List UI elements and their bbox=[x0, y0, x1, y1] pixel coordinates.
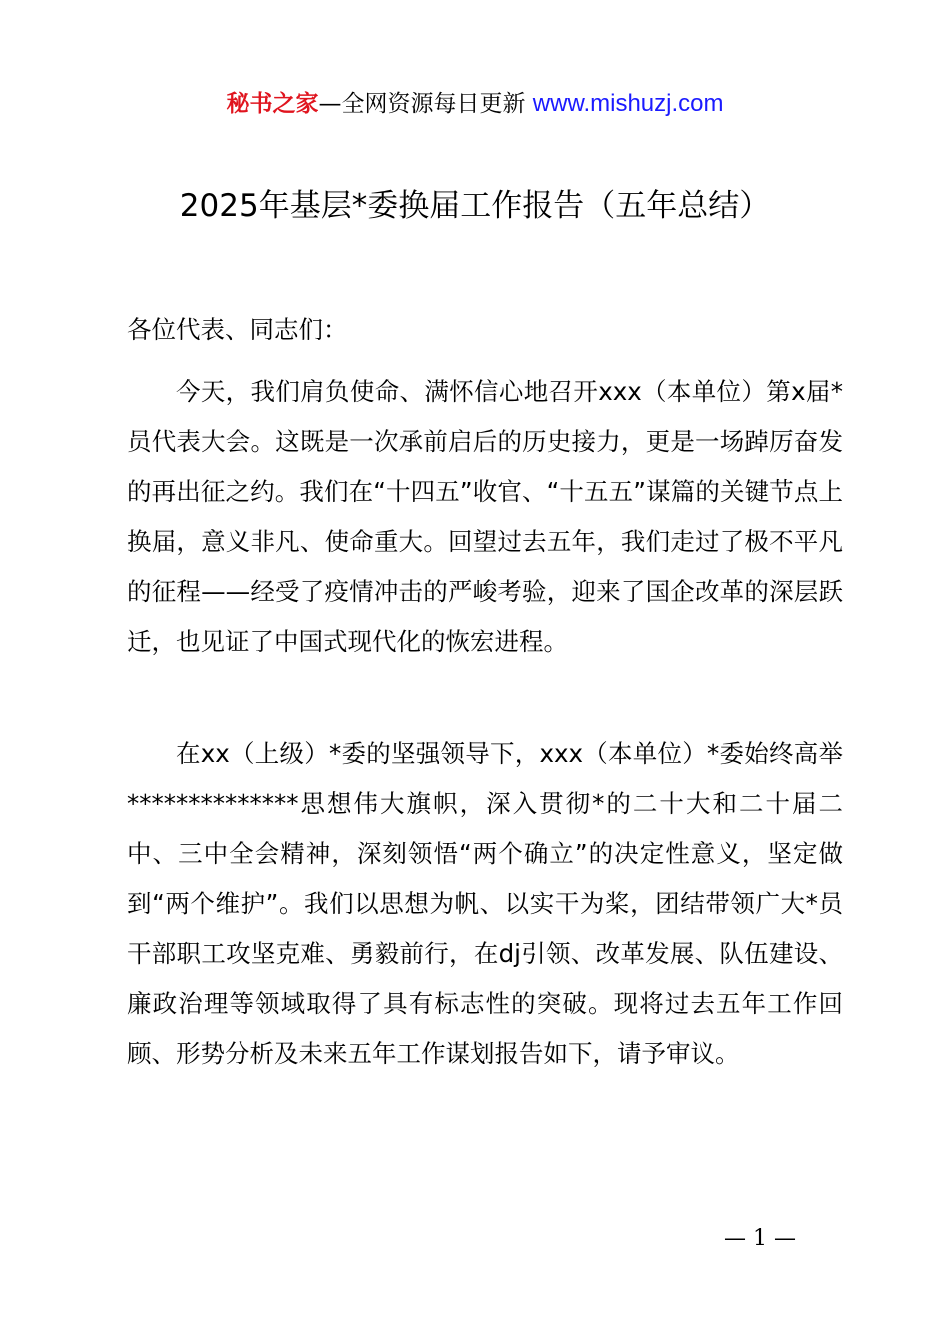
site-header bbox=[0, 88, 950, 120]
paragraph-opening: 今天，我们肩负使命、满怀信心地召开xxx（本单位）第x届*员代表大会。这既是一次承前启后的历史接力，更是一场踔厉奋发的再出征之约。我们在“十四五”收官、“十五五”谋篇的关键节点上换届，意义非凡、使命重大。回望过去五年，我们走过了极不平凡的征程——经受了疫情冲击的严峻考验，迎来了国企改革的深层跃迁，也见证了中国式现代化的恢宏进程。 bbox=[127, 377, 843, 656]
paragraph-summary: 在xx（上级）*委的坚强领导下，xxx（本单位）*委始终高举**************思想伟大旗帜，深入贯彻*的二十大和二十届二中、三中全会精神，深刻领悟“两个确立”的决定性意义，坚定做到“两个维护”。我们以思想为帆、以实干为桨，团结带领广大*员干部职工攻坚克难、勇毅前行，在dj引领、改革发展、队伍建设、廉政治理等领域取得了具有标志性的突破。现将过去五年工作回顾、形势分析及未来五年工作谋划报告如下，请予审议。 bbox=[127, 739, 843, 1068]
page-number: — 1 — bbox=[724, 1226, 796, 1251]
site-url-link[interactable]: www.mishuzj.com bbox=[532, 90, 724, 117]
brand-name: 秘书之家 bbox=[226, 91, 319, 117]
salutation: 各位代表、同志们： bbox=[127, 315, 348, 344]
document-title: 2025年基层*委换届工作报告（五年总结） bbox=[179, 188, 771, 224]
header-tagline: —全网资源每日更新 bbox=[318, 91, 533, 117]
